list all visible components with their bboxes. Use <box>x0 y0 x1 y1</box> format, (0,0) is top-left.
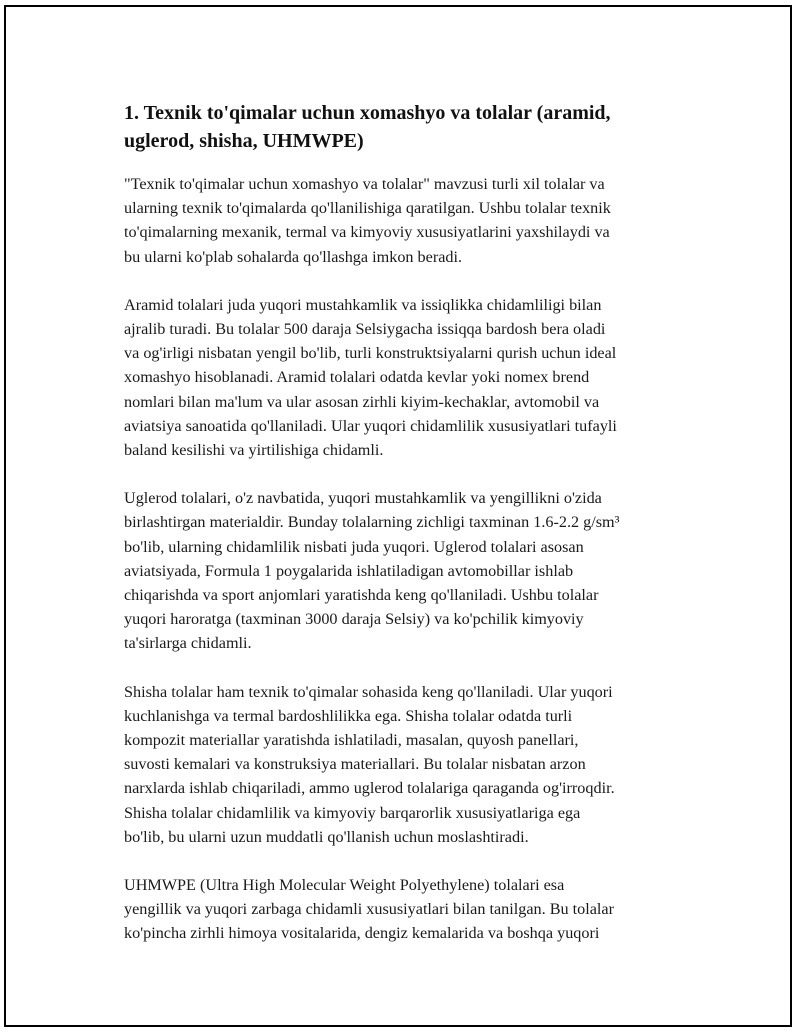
text-line: bu ularni ko'plab sohalarda qo'llashga imkon beradi. <box>124 247 463 266</box>
text-line: yuqori haroratga (taxminan 3000 daraja Selsiy) va ko'pchilik kimyoviy <box>124 610 584 629</box>
text-line: UHMWPE (Ultra High Molecular Weight Polyethylene) tolalari esa <box>124 876 565 895</box>
section-title <box>124 99 704 155</box>
text-line: ajralib turadi. Bu tolalar 500 daraja Selsiygacha issiqqa bardosh bera oladi <box>124 320 606 339</box>
document-body <box>124 99 704 970</box>
text-line: aviatsiyada, Formula 1 poygalarida ishlatiladigan avtomobillar ishlab <box>124 561 574 580</box>
text-line: kompozit materiallar yaratishda ishlatiladi, masalan, quyosh panellari, <box>124 731 579 750</box>
text-line: bo'lib, ularning chidamlilik nisbati juda yuqori. Uglerod tolalari asosan <box>124 537 584 556</box>
text-line: kuchlanishga va termal bardoshlilikka ega. Shisha tolalar odatda turli <box>124 706 573 725</box>
text-line: yengillik va yuqori zarbaga chidamli xususiyatlari bilan tanilgan. Bu tolalar <box>124 900 614 919</box>
text-line: xomashyo hisoblanadi. Aramid tolalari odatda kevlar yoki nomex brend <box>124 368 590 387</box>
text-line: Shisha tolalar ham texnik to'qimalar sohasida keng qo'llaniladi. Ular yuqori <box>124 682 613 701</box>
paragraph-intro <box>124 172 704 269</box>
text-line: narxlarda ishlab chiqariladi, ammo uglerod tolalariga qaraganda og'irroqdir. <box>124 779 615 798</box>
text-line: ularning texnik to'qimalarda qo'llanilishiga qaratilgan. Ushbu tolalar texnik <box>124 199 611 218</box>
text-line: Uglerod tolalari, o'z navbatida, yuqori mustahkamlik va yengillikni o'zida <box>124 489 602 508</box>
title-line: uglerod, shisha, UHMWPE) <box>124 130 364 152</box>
text-line: baland kesilishi va yirtilishiga chidamli. <box>124 441 384 460</box>
text-line: va og'irligi nisbatan yengil bo'lib, turli konstruktsiyalarni qurish uchun ideal <box>124 344 617 363</box>
text-line: Aramid tolalari juda yuqori mustahkamlik va issiqlikka chidamliligi bilan <box>124 295 602 314</box>
paragraph-uhmwpe <box>124 873 704 946</box>
text-line: Shisha tolalar chidamlilik va kimyoviy barqarorlik xususiyatlariga ega <box>124 803 581 822</box>
text-line: nomlari bilan ma'lum va ular asosan zirhli kiyim-kechaklar, avtomobil va <box>124 392 600 411</box>
text-line: chiqarishda va sport anjomlari yaratishda keng qo'llaniladi. Ushbu tolalar <box>124 586 599 605</box>
text-line: ko'pincha zirhli himoya vositalarida, dengiz kemalarida va boshqa yuqori <box>124 924 600 943</box>
paragraph-aramid <box>124 293 704 462</box>
text-line: ta'sirlarga chidamli. <box>124 634 252 653</box>
title-line: 1. Texnik to'qimalar uchun xomashyo va tolalar (aramid, <box>124 102 611 124</box>
text-line: bo'lib, bu ularni uzun muddatli qo'llanish uchun moslashtiradi. <box>124 827 529 846</box>
text-line: birlashtirgan materialdir. Bunday tolalarning zichligi taxminan 1.6-2.2 g/sm³ <box>124 513 620 532</box>
text-line: aviatsiya sanoatida qo'llaniladi. Ular yuqori chidamlilik xususiyatlari tufayli <box>124 416 617 435</box>
paragraph-glass <box>124 680 704 849</box>
paragraph-carbon <box>124 486 704 655</box>
text-line: suvosti kemalari va konstruksiya materiallari. Bu tolalar nisbatan arzon <box>124 755 586 774</box>
text-line: "Texnik to'qimalar uchun xomashyo va tolalar" mavzusi turli xil tolalar va <box>124 175 605 193</box>
page-frame <box>4 5 792 1027</box>
text-line: to'qimalarning mexanik, termal va kimyoviy xususiyatlarini yaxshilaydi va <box>124 223 610 242</box>
